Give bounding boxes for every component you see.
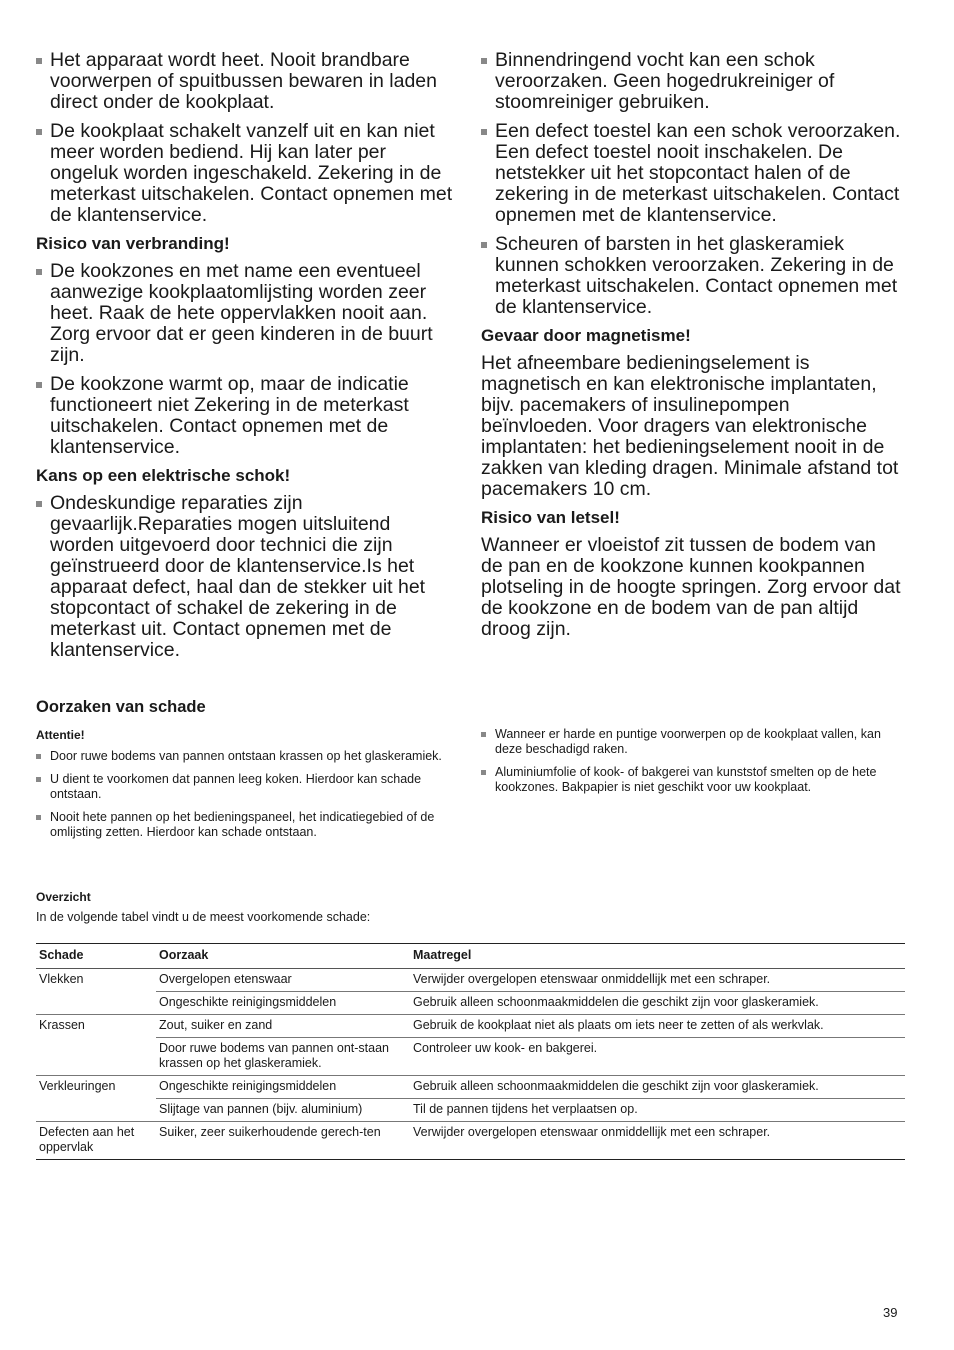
bullet-icon — [36, 58, 42, 64]
damage-cell: Vlekken — [36, 969, 156, 1015]
bullet-icon — [481, 129, 487, 135]
cause-cell: Slijtage van pannen (bijv. aluminium) — [156, 1099, 410, 1122]
list-item: Nooit hete pannen op het bedieningspaneel, het indicatiegebied of de omlijsting zetten. Hierdoor kan schade ontstaan. — [36, 810, 450, 840]
attention-label: Attentie! — [36, 728, 85, 742]
list-item: De kookplaat schakelt vanzelf uit en kan niet meer worden bediend. Hij kan later per ongeluk worden ingeschakeld. Zekering in de meterkast uitschakelen. Contact opnemen met de klantenservice. — [36, 121, 454, 226]
damage-cell: Defecten aan het oppervlak — [36, 1122, 156, 1160]
table-row — [36, 1099, 905, 1122]
bullet-icon — [481, 242, 487, 248]
damage-left-list — [36, 749, 450, 848]
injury-text: Wanneer er vloeistof zit tussen de bodem van de pan en de kookzone kunnen kookpannen plotseling in de hoogte springen. Zorg ervoor dat de kookzone en de bodem van de pan altijd droog zijn. — [481, 534, 901, 640]
bullet-icon — [36, 777, 41, 782]
cause-cell: Ongeschikte reinigingsmiddelen — [156, 1076, 410, 1099]
table-row — [36, 969, 905, 992]
list-item: Binnendringend vocht kan een schok veroorzaken. Geen hogedrukreiniger of stoomreiniger gebruiken. — [481, 50, 901, 113]
cause-cell: Suiker, zeer suikerhoudende gerech-ten — [156, 1122, 410, 1160]
bullet-icon — [481, 732, 486, 737]
column-header-measure: Maatregel — [410, 944, 905, 969]
bullet-icon — [36, 269, 42, 275]
list-item: Door ruwe bodems van pannen ontstaan krassen op het glaskeramiek. — [36, 749, 450, 764]
damage-heading: Oorzaken van schade — [36, 698, 206, 716]
table-row — [36, 1122, 905, 1160]
bullet-icon — [36, 382, 42, 388]
list-item: Het apparaat wordt heet. Nooit brandbare voorwerpen of spuitbussen bewaren in laden direct onder de kookplaat. — [36, 50, 454, 113]
left-column — [36, 50, 454, 669]
table-row — [36, 1015, 905, 1038]
bullet-icon — [481, 770, 486, 775]
list-item: Wanneer er harde en puntige voorwerpen op de kookplaat vallen, kan deze beschadigd raken. — [481, 727, 901, 757]
cause-cell: Door ruwe bodems van pannen ont-staan krassen op het glaskeramiek. — [156, 1038, 410, 1076]
measure-cell: Verwijder overgelopen etenswaar onmiddellijk met een schraper. — [410, 1122, 905, 1160]
page-number: 39 — [883, 1305, 898, 1320]
column-header-cause: Oorzaak — [156, 944, 410, 969]
overview-intro: In de volgende tabel vindt u de meest voorkomende schade: — [36, 910, 371, 924]
damage-cell: Verkleuringen — [36, 1076, 156, 1122]
bullet-icon — [36, 129, 42, 135]
list-item: Een defect toestel kan een schok veroorzaken. Een defect toestel nooit inschakelen. De netstekker uit het stopcontact halen of de zekering in de meterkast uitschakelen. Contact opnemen met de klantenservice. — [481, 121, 901, 226]
bullet-icon — [36, 815, 41, 820]
bullet-list — [36, 493, 454, 661]
measure-cell: Gebruik alleen schoonmaakmiddelen die geschikt zijn voor glaskeramiek. — [410, 992, 905, 1015]
table-row — [36, 1076, 905, 1099]
cause-cell: Zout, suiker en zand — [156, 1015, 410, 1038]
bullet-icon — [481, 58, 487, 64]
column-header-damage: Schade — [36, 944, 156, 969]
list-item: De kookzone warmt op, maar de indicatie functioneert niet Zekering in de meterkast uitschakelen. Contact opnemen met de klantenservice. — [36, 374, 454, 458]
measure-cell: Til de pannen tijdens het verplaatsen op. — [410, 1099, 905, 1122]
measure-cell: Gebruik alleen schoonmaakmiddelen die geschikt zijn voor glaskeramiek. — [410, 1076, 905, 1099]
list-item: Scheuren of barsten in het glaskeramiek kunnen schokken veroorzaken. Zekering in de meterkast uitschakelen. Contact opnemen met de klantenservice. — [481, 234, 901, 318]
measure-cell: Gebruik de kookplaat niet als plaats om iets neer te zetten of als werkvlak. — [410, 1015, 905, 1038]
section-heading-burn: Risico van verbranding! — [36, 234, 230, 253]
measure-cell: Verwijder overgelopen etenswaar onmiddellijk met een schraper. — [410, 969, 905, 992]
section-heading-injury: Risico van letsel! — [481, 508, 620, 527]
list-item: De kookzones en met name een eventueel aanwezige kookplaatomlijsting worden zeer heet. Raak de hete oppervlakken nooit aan. Zorg ervoor dat er geen kinderen in de buurt zijn. — [36, 261, 454, 366]
list-item: Ondeskundige reparaties zijn gevaarlijk.Reparaties mogen uitsluitend worden uitgevoerd door technici die zijn geïnstrueerd door de klantenservice.Is het apparaat defect, haal dan de stekker uit het stopcontact of schakel de zekering in de meterkast uit. Contact opnemen met de klantenservice. — [36, 493, 454, 661]
measure-cell: Controleer uw kook- en bakgerei. — [410, 1038, 905, 1076]
magnetism-text: Het afneembare bedieningselement is magnetisch en kan elektronische implantaten, bijv. pacemakers of insulinepompen beïnvloeden. Voor dragers van elektronische implantaten: het bedieningselement nooit in de zakken van kleding dragen. Minimale afstand tot pacemakers 10 cm. — [481, 352, 899, 500]
cause-cell: Ongeschikte reinigingsmiddelen — [156, 992, 410, 1015]
right-column — [481, 50, 901, 648]
damage-right-list — [481, 727, 901, 803]
bullet-icon — [36, 501, 42, 507]
damage-table — [36, 943, 905, 1160]
bullet-list — [36, 261, 454, 458]
bullet-icon — [36, 754, 41, 759]
section-heading-shock: Kans op een elektrische schok! — [36, 466, 291, 485]
table-row — [36, 1038, 905, 1076]
overview-heading: Overzicht — [36, 890, 91, 904]
list-item: U dient te voorkomen dat pannen leeg koken. Hierdoor kan schade ontstaan. — [36, 772, 450, 802]
table-header-row — [36, 944, 905, 969]
damage-cell: Krassen — [36, 1015, 156, 1076]
cause-cell: Overgelopen etenswaar — [156, 969, 410, 992]
section-heading-magnetism: Gevaar door magnetisme! — [481, 326, 691, 345]
bullet-list — [481, 50, 901, 318]
list-item: Aluminiumfolie of kook- of bakgerei van kunststof smelten op de hete kookzones. Bakpapier is niet geschikt voor uw kookplaat. — [481, 765, 901, 795]
table-row — [36, 992, 905, 1015]
bullet-list — [36, 50, 454, 226]
